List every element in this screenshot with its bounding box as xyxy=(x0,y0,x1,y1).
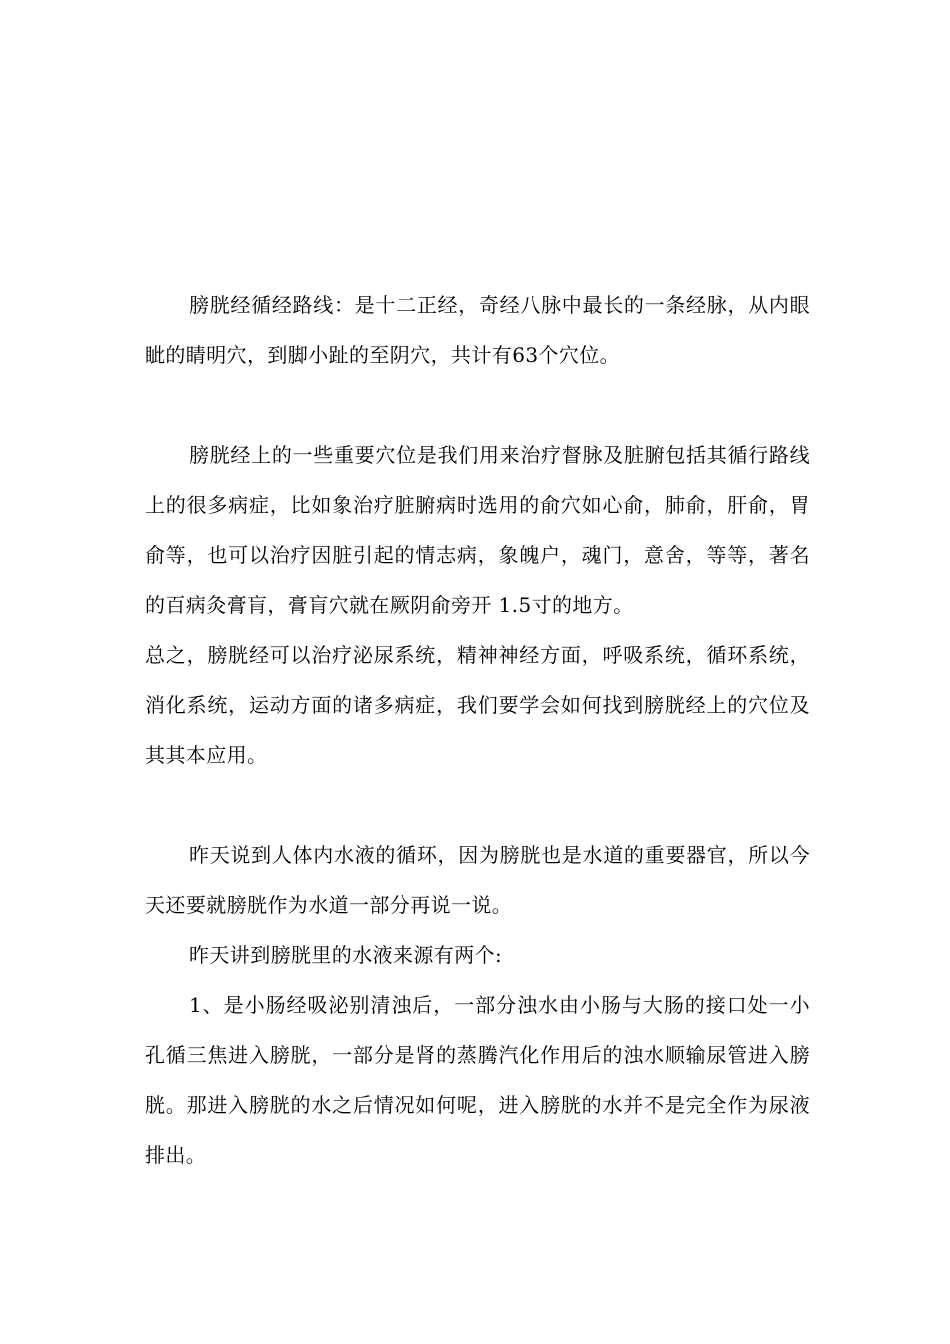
document-body xyxy=(145,280,810,1180)
paragraph-important-points: 膀胱经上的一些重要穴位是我们用来治疗督脉及脏腑包括其循行路线上的很多病症，比如象治疗脏腑病时选用的俞穴如心俞，肺俞，肝俞，胃俞等，也可以治疗因脏引起的情志病，象魄户，魂门，意舍，等等，著名的百病灸膏肓，膏肓穴就在厥阴俞旁开 1.5寸的地方。 xyxy=(145,443,810,617)
paragraph-meridian-route: 膀胱经循经路线：是十二正经，奇经八脉中最长的一条经脉，从内眼眦的睛明穴，到脚小趾的至阴穴，共计有63个穴位。 xyxy=(145,293,810,367)
paragraph-water-sources-intro: 昨天讲到膀胱里的水液来源有两个: xyxy=(189,943,503,967)
paragraph-summary: 总之，膀胱经可以治疗泌尿系统，精神神经方面，呼吸系统，循环系统，消化系统，运动方面的诸多病症，我们要学会如何找到膀胱经上的穴位及其其本应用。 xyxy=(145,643,810,767)
paragraph-water-circulation: 昨天说到人体内水液的循环，因为膀胱也是水道的重要器官，所以今天还要就膀胱作为水道一部分再说一说。 xyxy=(145,843,810,917)
paragraph-water-source-one: 1、是小肠经吸泌别清浊后，一部分浊水由小肠与大肠的接口处一小孔循三焦进入膀胱，一部分是肾的蒸腾汽化作用后的浊水顺输尿管进入膀胱。那进入膀胱的水之后情况如何呢，进入膀胱的水并不是完全作为尿液排出。 xyxy=(145,993,810,1167)
